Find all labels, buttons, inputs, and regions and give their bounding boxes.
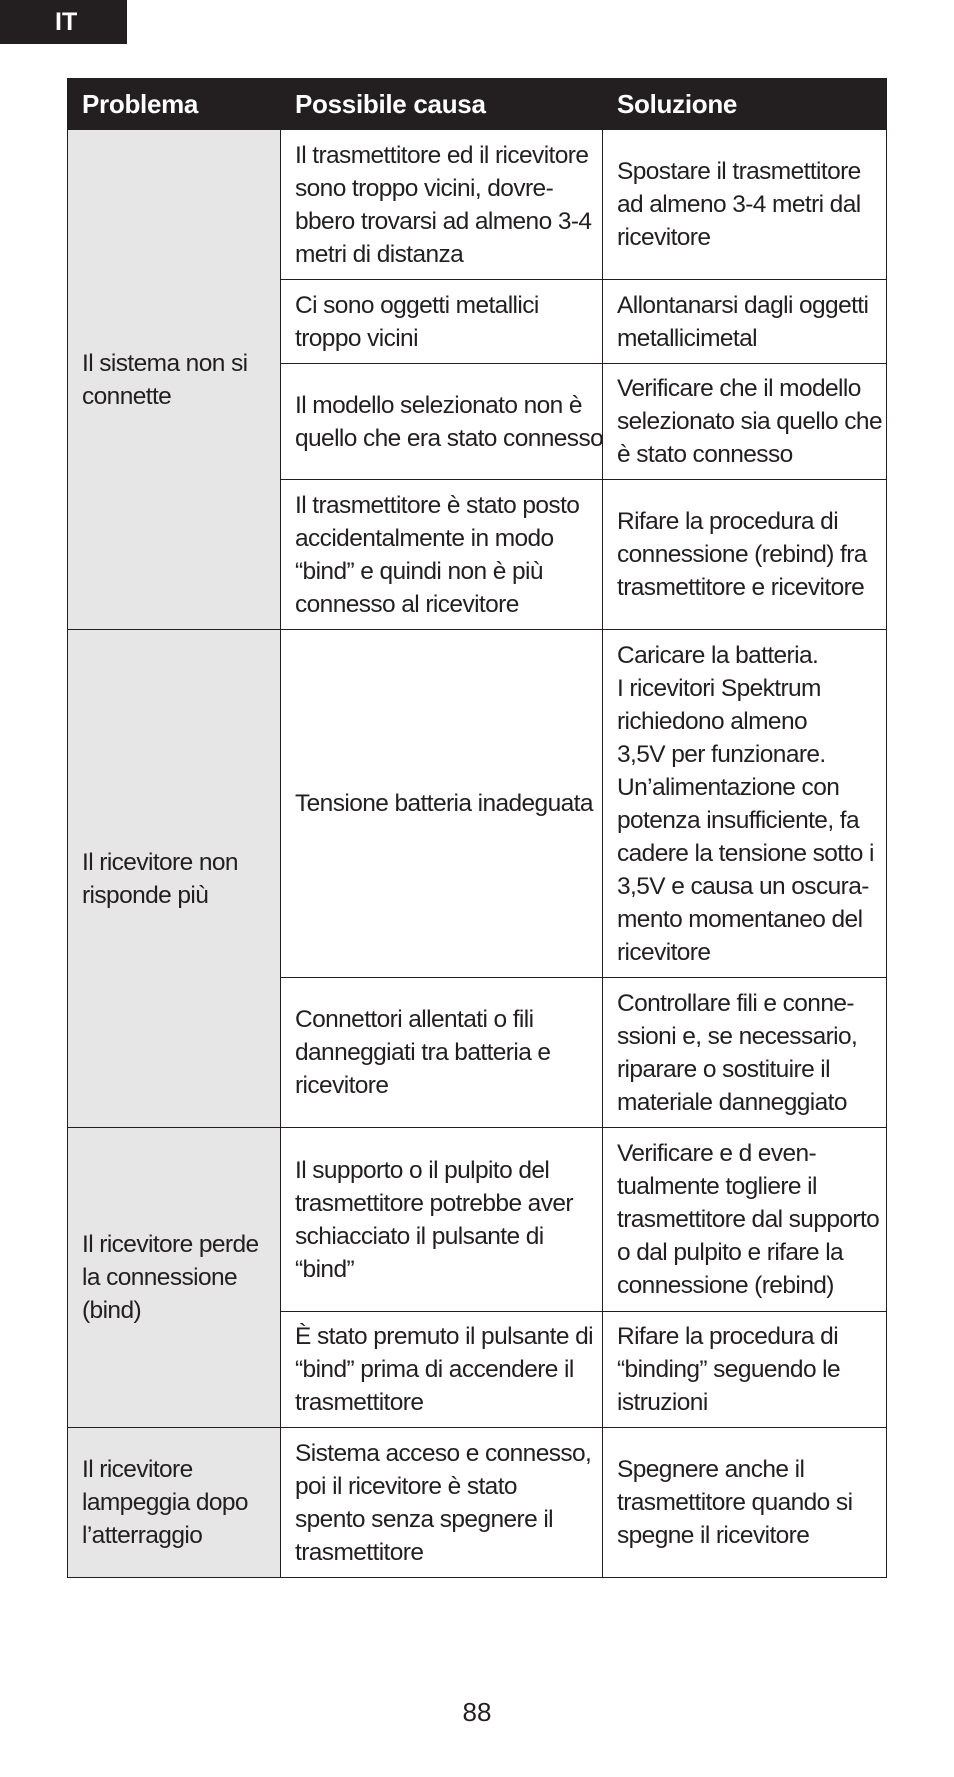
language-tab: IT [0,0,127,44]
cause-text: ricevitore [295,1072,389,1099]
cause-text: È stato premuto il pulsante di [295,1323,593,1350]
cause-cell [281,364,603,480]
cause-text: “bind” prima di accendere il [295,1356,574,1383]
header-cause: Possibile causa [281,79,603,130]
solution-text: “binding” seguendo le [617,1356,841,1383]
header-solution: Soluzione [603,79,887,130]
solution-text: Rifare la procedura di [617,508,839,535]
cause-cell [281,130,603,280]
solution-cell [603,280,887,364]
solution-text: richiedono almeno [617,707,808,735]
solution-text: ricevitore [617,224,711,251]
solution-cell [603,978,887,1128]
solution-text: Verificare che il modello [617,375,861,402]
problem-text: Il ricevitore non [82,848,238,876]
table-row [68,1128,887,1312]
solution-text: Rifare la procedura di [617,1323,839,1350]
cause-text: metri di distanza [295,240,464,268]
cause-text: poi il ricevitore è stato [295,1472,517,1500]
solution-text: istruzioni [617,1389,708,1416]
problem-text: l’atterraggio [82,1522,203,1549]
solution-text: materiale danneggiato [617,1088,847,1116]
solution-cell [603,480,887,630]
solution-text: o dal pulpito e rifare la [617,1239,844,1266]
page-number: 88 [462,1697,492,1727]
cause-text: troppo vicini [295,324,418,352]
cause-text: “bind” [295,1255,355,1283]
solution-cell [603,630,887,978]
cause-text: Il modello selezionato non è [295,391,582,419]
solution-text: cadere la tensione sotto i [617,839,874,867]
solution-text: I ricevitori Spektrum [617,674,821,702]
solution-text: mento momentaneo del [617,905,863,933]
solution-text: connessione (rebind) fra [617,541,867,568]
cause-cell [281,1128,603,1312]
solution-text: potenza insufficiente, fa [617,806,859,834]
cause-cell [281,480,603,630]
solution-text: trasmettitore quando si [617,1489,853,1516]
solution-text: Verificare e d even- [617,1140,817,1167]
solution-cell [603,1428,887,1578]
solution-cell [603,364,887,480]
solution-text: connessione (rebind) [617,1272,834,1299]
solution-text: metallicimetal [617,324,757,352]
problem-text: (bind) [82,1297,142,1324]
cause-text: Sistema acceso e connesso, [295,1439,592,1467]
solution-text: tualmente togliere il [617,1173,817,1200]
solution-text: Un’alimentazione con [617,773,840,801]
cause-text: schiacciato il pulsante di [295,1222,544,1250]
cause-text: Il trasmettitore ed il ricevitore [295,141,589,169]
header-problem: Problema [68,79,281,130]
cause-cell [281,280,603,364]
solution-text: Allontanarsi dagli oggetti [617,291,869,319]
problem-text: connette [82,382,172,410]
troubleshooting-table [67,78,887,1578]
problem-text: Il sistema non si [82,349,248,377]
solution-text: 3,5V e causa un oscura- [617,872,869,900]
solution-text: ssioni e, se necessario, [617,1022,858,1050]
solution-text: spegne il ricevitore [617,1522,810,1549]
cause-cell [281,630,603,978]
cause-text: “bind” e quindi non è più [295,557,543,585]
solution-text: Controllare fili e conne- [617,989,854,1017]
solution-text: ad almeno 3-4 metri dal [617,191,861,218]
problem-text: risponde più [82,881,209,909]
cause-text: sono troppo vicini, dovre- [295,174,554,202]
solution-cell [603,1128,887,1312]
cause-text: Il supporto o il pulpito del [295,1156,550,1184]
cause-text: trasmettitore [295,1389,424,1416]
cause-text: bbero trovarsi ad almeno 3-4 [295,207,592,235]
problem-cell [68,1428,281,1578]
cause-text: Tensione batteria inadeguata [295,790,593,817]
solution-text: trasmettitore e ricevitore [617,574,865,601]
solution-text: è stato connesso [617,441,793,468]
cause-cell [281,1428,603,1578]
cause-text: trasmettitore potrebbe aver [295,1189,573,1217]
problem-text: lampeggia dopo [82,1489,248,1516]
problem-text: Il ricevitore [82,1456,193,1483]
solution-cell [603,1312,887,1428]
solution-text: selezionato sia quello che [617,408,882,435]
cause-text: danneggiati tra batteria e [295,1039,551,1066]
cause-text: quello che era stato connesso [295,424,604,452]
cause-text: Ci sono oggetti metallici [295,291,539,319]
table-row [68,130,887,280]
cause-cell [281,1312,603,1428]
cause-text: spento senza spegnere il [295,1505,554,1533]
table-row [68,630,887,978]
solution-text: Spostare il trasmettitore [617,158,861,185]
solution-text: 3,5V per funzionare. [617,740,826,768]
solution-text: Caricare la batteria. [617,641,819,669]
solution-text: riparare o sostituire il [617,1055,830,1083]
cause-text: Connettori allentati o fili [295,1006,534,1033]
cause-text: connesso al ricevitore [295,590,519,618]
problem-cell [68,130,281,630]
cause-text: Il trasmettitore è stato posto [295,491,580,519]
cause-text: trasmettitore [295,1538,424,1566]
solution-text: trasmettitore dal supporto [617,1206,880,1233]
cause-cell [281,978,603,1128]
table-row [68,1428,887,1578]
table-header-row [68,79,887,130]
problem-cell [68,630,281,1128]
problem-text: Il ricevitore perde [82,1231,259,1258]
problem-text: la connessione [82,1264,238,1291]
problem-cell [68,1128,281,1428]
solution-cell [603,130,887,280]
solution-text: ricevitore [617,938,711,966]
cause-text: accidentalmente in modo [295,524,554,552]
solution-text: Spegnere anche il [617,1456,805,1483]
